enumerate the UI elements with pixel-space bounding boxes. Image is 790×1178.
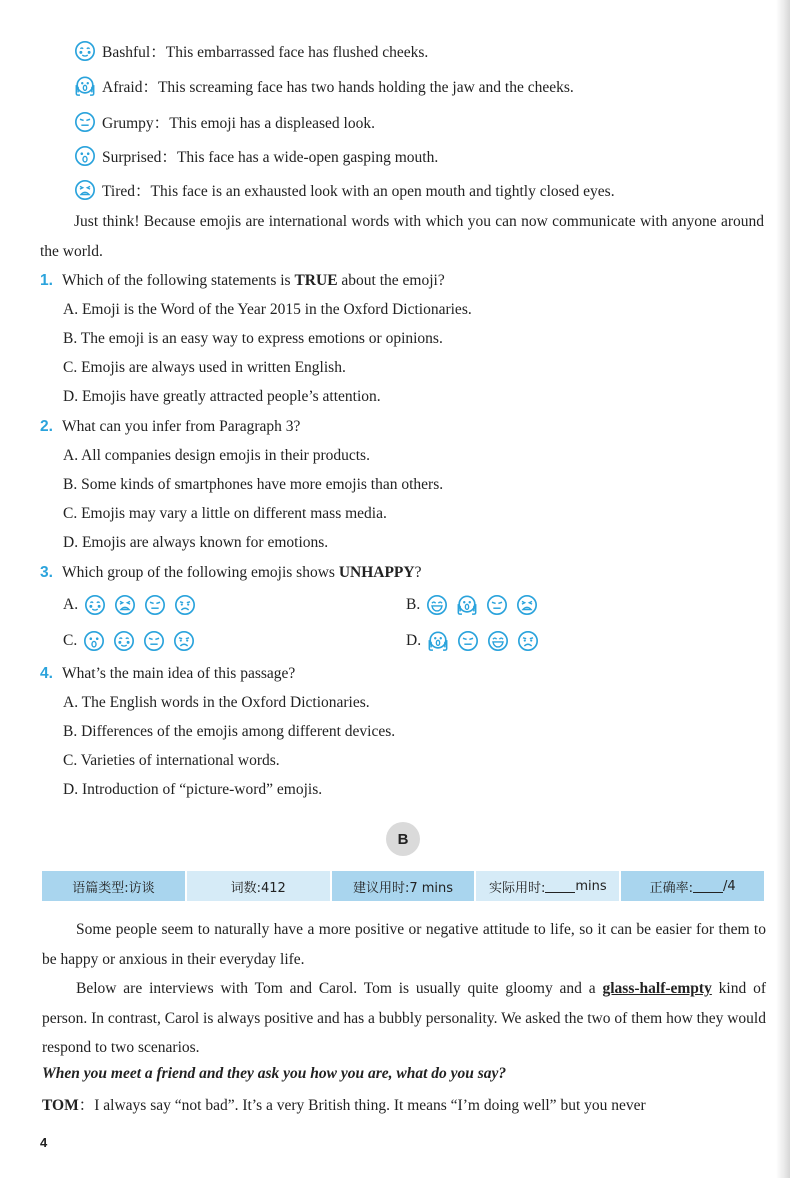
question-number: 3. — [40, 564, 53, 581]
laughing-face-icon — [487, 630, 509, 652]
q3-option-b[interactable]: B. — [406, 590, 546, 620]
surprised-face-icon — [83, 630, 105, 652]
definition-desc: This emoji has a displeased look. — [169, 115, 375, 132]
q4-option-c[interactable]: C. Varieties of international words. — [63, 752, 280, 769]
info-accuracy: 正确率: /4 — [621, 871, 764, 901]
q3-option-a[interactable]: A. — [63, 590, 204, 620]
grumpy-face-icon — [144, 594, 166, 616]
definition-desc: This face has a wide-open gasping mouth. — [176, 149, 439, 166]
q3-option-c[interactable]: C. — [63, 626, 203, 656]
q1-option-a[interactable]: A. Emoji is the Word of the Year 2015 in the Oxford Dictionaries. — [63, 301, 472, 318]
info-suggested-time: 建议用时:7 mins — [332, 871, 477, 901]
afraid-face-icon — [74, 75, 96, 97]
q4-option-a[interactable]: A. The English words in the Oxford Dictionaries. — [63, 694, 370, 711]
q4-option-b[interactable]: B. Differences of the emojis among different devices. — [63, 723, 396, 740]
definition-term: Tired — [102, 183, 136, 200]
grumpy-face-icon — [143, 630, 165, 652]
question-2: 2. What can you infer from Paragraph 3? — [40, 418, 301, 435]
q1-option-c[interactable]: C. Emojis are always used in written English. — [63, 359, 346, 376]
afraid-face-icon — [427, 630, 449, 652]
afraid-face-icon — [456, 594, 478, 616]
bashful-face-icon — [74, 40, 96, 62]
grumpy-face-icon — [457, 630, 479, 652]
question-4: 4. What’s the main idea of this passage? — [40, 665, 296, 682]
page-number: 4 — [40, 1135, 48, 1150]
definition-afraid: Afraid：This screaming face has two hands holding the jaw and the cheeks. — [74, 73, 574, 99]
accuracy-blank[interactable] — [693, 880, 723, 893]
laughing-face-icon — [426, 594, 448, 616]
q4-option-d[interactable]: D. Introduction of “picture-word” emojis. — [63, 781, 323, 798]
definition-term: Surprised — [102, 149, 162, 166]
section-b-badge: B — [386, 822, 420, 856]
surprised-face-icon — [74, 145, 96, 167]
passage-info-bar — [42, 871, 764, 901]
question-number: 4. — [40, 665, 53, 682]
question-number: 1. — [40, 272, 53, 289]
q2-option-a[interactable]: A. All companies design emojis in their products. — [63, 447, 370, 464]
definition-bashful: Bashful：This embarrassed face has flushed cheeks. — [74, 38, 428, 64]
conclusion-paragraph: Just think! Because emojis are international words with which you can now communicate with anyone around the world. — [40, 213, 764, 260]
passage-b-paragraph-2: Below are interviews with Tom and Carol. Tom is usually quite gloomy and a glass-half-empty kind of person. In contrast, Carol is always positive and has a bubbly personality. We asked the two of them how they would respond to two scenarios. — [42, 980, 766, 1056]
q2-option-b[interactable]: B. Some kinds of smartphones have more emojis than others. — [63, 476, 444, 493]
definition-term: Afraid — [102, 79, 143, 96]
q3-option-d[interactable]: D. — [406, 626, 547, 656]
definition-term: Grumpy — [102, 115, 154, 132]
question-number: 2. — [40, 418, 53, 435]
q1-option-d[interactable]: D. Emojis have greatly attracted people’s attention. — [63, 388, 381, 405]
definition-tired: Tired：This face is an exhausted look with an open mouth and tightly closed eyes. — [74, 177, 615, 203]
sad-face-icon — [174, 594, 196, 616]
info-actual-time: 实际用时: mins — [476, 871, 621, 901]
definition-surprised: Surprised：This face has a wide-open gasping mouth. — [74, 143, 438, 169]
q1-option-b[interactable]: B. The emoji is an easy way to express emotions or opinions. — [63, 330, 443, 347]
passage-b-paragraph-1: Some people seem to naturally have a more positive or negative attitude to life, so it can be easier for them to be happy or anxious in their everyday life. — [42, 921, 766, 968]
info-word-count: 词数:412 — [187, 871, 332, 901]
grumpy-face-icon — [486, 594, 508, 616]
highlighted-term: glass-half-empty — [602, 980, 712, 997]
q2-option-d[interactable]: D. Emojis are always known for emotions. — [63, 534, 329, 551]
tired-face-icon — [516, 594, 538, 616]
interview-question-heading: When you meet a friend and they ask you how you are, what do you say? — [42, 1065, 507, 1082]
definition-term: Bashful — [102, 44, 151, 61]
definition-desc: This embarrassed face has flushed cheeks. — [165, 44, 429, 61]
question-3: 3. Which group of the following emojis shows UNHAPPY? — [40, 564, 422, 581]
page-edge-shadow — [776, 0, 790, 1178]
sad-face-icon — [517, 630, 539, 652]
info-text-type: 语篇类型:访谈 — [42, 871, 187, 901]
tired-face-icon — [74, 179, 96, 201]
actual-time-blank[interactable] — [545, 880, 575, 893]
bashful-face-icon — [84, 594, 106, 616]
q2-option-c[interactable]: C. Emojis may vary a little on different mass media. — [63, 505, 387, 522]
question-1: 1. Which of the following statements is TRUE about the emoji? — [40, 272, 445, 289]
speaker-label: TOM — [42, 1097, 79, 1114]
sad-face-icon — [173, 630, 195, 652]
definition-desc: This face is an exhausted look with an open mouth and tightly closed eyes. — [150, 183, 615, 200]
definition-desc: This screaming face has two hands holding the jaw and the cheeks. — [157, 79, 574, 96]
bashful-face-icon — [113, 630, 135, 652]
definition-grumpy: Grumpy：This emoji has a displeased look. — [74, 109, 375, 135]
grumpy-face-icon — [74, 111, 96, 133]
tired-face-icon — [114, 594, 136, 616]
tom-response: TOM：I always say “not bad”. It’s a very British thing. It means “I’m doing well” but you never — [42, 1097, 646, 1114]
